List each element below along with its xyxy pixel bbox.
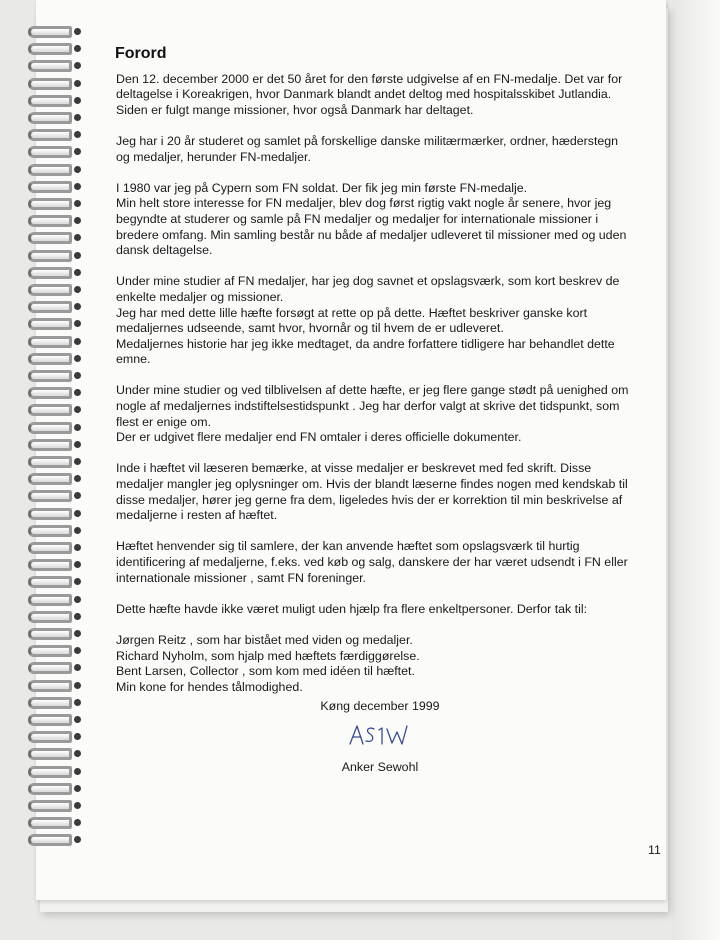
punch-hole bbox=[74, 527, 81, 534]
punch-hole bbox=[74, 200, 81, 207]
punch-hole bbox=[74, 441, 81, 448]
paragraph bbox=[116, 181, 636, 259]
page-title: Forord bbox=[115, 45, 167, 62]
paragraph bbox=[116, 383, 636, 445]
spiral-coil bbox=[28, 387, 72, 399]
spiral-coil bbox=[28, 95, 72, 107]
handwritten-signature bbox=[348, 720, 418, 750]
paragraph-spacer bbox=[116, 368, 636, 384]
punch-hole bbox=[74, 183, 81, 190]
text-line: Bent Larsen, Collector , som kom med idéen til hæftet. bbox=[116, 664, 415, 679]
punch-hole bbox=[74, 544, 81, 551]
text-line: Dette hæfte havde ikke været muligt uden hjælp fra flere enkeltpersoner. Derfor tak til: bbox=[116, 601, 588, 616]
text-line: og medaljer, herunder FN-medaljer. bbox=[116, 149, 311, 164]
punch-hole bbox=[74, 836, 81, 843]
punch-hole bbox=[74, 389, 81, 396]
spiral-coil bbox=[28, 783, 72, 795]
punch-hole bbox=[74, 613, 81, 620]
punch-hole bbox=[74, 768, 81, 775]
punch-hole bbox=[74, 62, 81, 69]
paragraph bbox=[116, 72, 636, 119]
punch-hole bbox=[74, 750, 81, 757]
punch-hole bbox=[74, 114, 81, 121]
punch-hole bbox=[74, 303, 81, 310]
spiral-coil bbox=[28, 232, 72, 244]
paragraph bbox=[116, 461, 636, 523]
punch-hole bbox=[74, 372, 81, 379]
background-surface bbox=[672, 0, 720, 940]
spiral-coil bbox=[28, 559, 72, 571]
spiral-coil bbox=[28, 284, 72, 296]
punch-hole bbox=[74, 269, 81, 276]
spiral-coil bbox=[28, 78, 72, 90]
spiral-coil bbox=[28, 542, 72, 554]
spiral-coil bbox=[28, 26, 72, 38]
punch-hole bbox=[74, 406, 81, 413]
spiral-coil bbox=[28, 611, 72, 623]
spiral-coil bbox=[28, 576, 72, 588]
punch-hole bbox=[74, 234, 81, 241]
spiral-coil bbox=[28, 766, 72, 778]
spiral-binding bbox=[0, 0, 80, 940]
text-line: disse medaljer, hører jeg gerne fra dem, ligeledes hvis der er korrektion til min beskrivelse af bbox=[116, 492, 623, 507]
spiral-coil bbox=[28, 43, 72, 55]
punch-hole bbox=[74, 716, 81, 723]
spiral-coil bbox=[28, 473, 72, 485]
paragraph-spacer bbox=[116, 617, 636, 633]
paragraph bbox=[116, 539, 636, 586]
spiral-coil bbox=[28, 129, 72, 141]
text-line: enkelte medaljer og missioner. bbox=[116, 289, 284, 304]
punch-hole bbox=[74, 166, 81, 173]
punch-hole bbox=[74, 561, 81, 568]
paragraph-spacer bbox=[116, 259, 636, 275]
punch-hole bbox=[74, 664, 81, 671]
text-line: flest er enige om. bbox=[116, 414, 212, 429]
punch-hole bbox=[74, 131, 81, 138]
spiral-coil bbox=[28, 215, 72, 227]
text-line: medaljernes udseende, samt hvor, hvornår og til hvem de er udleveret. bbox=[116, 321, 504, 336]
punch-hole bbox=[74, 630, 81, 637]
punch-hole bbox=[74, 252, 81, 259]
spiral-coil bbox=[28, 198, 72, 210]
spiral-coil bbox=[28, 714, 72, 726]
spiral-coil bbox=[28, 628, 72, 640]
paragraph bbox=[116, 633, 636, 695]
punch-hole bbox=[74, 802, 81, 809]
punch-hole bbox=[74, 475, 81, 482]
paragraph bbox=[116, 602, 636, 618]
spiral-coil bbox=[28, 181, 72, 193]
punch-hole bbox=[74, 699, 81, 706]
punch-hole bbox=[74, 217, 81, 224]
text-line: deltagelse i Koreakrigen, hvor Danmark blandt andet deltog med hospitalsskibet Jutlandia. bbox=[116, 87, 612, 102]
paragraph-spacer bbox=[116, 165, 636, 181]
text-line: Der er udgivet flere medaljer end FN omtaler i deres officielle dokumenter. bbox=[116, 430, 522, 445]
paragraph bbox=[116, 134, 636, 165]
punch-hole bbox=[74, 596, 81, 603]
text-line: Jeg har med dette lille hæfte forsøgt at rette op på dette. Hæftet beskriver ganske kort bbox=[116, 305, 588, 320]
spiral-coil bbox=[28, 697, 72, 709]
spiral-coil bbox=[28, 645, 72, 657]
punch-hole bbox=[74, 578, 81, 585]
text-line: Richard Nyholm, som hjalp med hæftets færdiggørelse. bbox=[116, 648, 420, 663]
spiral-coil bbox=[28, 800, 72, 812]
spiral-coil bbox=[28, 353, 72, 365]
spiral-coil bbox=[28, 731, 72, 743]
text-line: internationale missioner , samt FN foreninger. bbox=[116, 570, 366, 585]
author-name: Anker Sewohl bbox=[341, 760, 419, 774]
text-line: nogle af medaljernes indstiftelsestidspunkt . Jeg har derfor valgt at skrive det tidspunkt, som bbox=[116, 399, 620, 414]
spiral-coil bbox=[28, 748, 72, 760]
paragraph-spacer bbox=[116, 586, 636, 602]
spiral-coil bbox=[28, 164, 72, 176]
page-number: 11 bbox=[648, 843, 661, 857]
spiral-coil bbox=[28, 112, 72, 124]
punch-hole bbox=[74, 148, 81, 155]
spiral-coil bbox=[28, 525, 72, 537]
paragraph bbox=[116, 274, 636, 368]
spiral-coil bbox=[28, 680, 72, 692]
paragraph-spacer bbox=[116, 446, 636, 462]
text-line: dansk deltagelse. bbox=[116, 243, 213, 258]
spiral-coil bbox=[28, 662, 72, 674]
spiral-coil bbox=[28, 250, 72, 262]
punch-hole bbox=[74, 682, 81, 689]
spiral-coil bbox=[28, 301, 72, 313]
spiral-coil bbox=[28, 404, 72, 416]
spiral-coil bbox=[28, 336, 72, 348]
punch-hole bbox=[74, 338, 81, 345]
text-line: emne. bbox=[116, 352, 151, 367]
punch-hole bbox=[74, 97, 81, 104]
text-line: begyndte at studerer og samle på FN medaljer og medaljer for internationale missioner i bbox=[116, 211, 599, 226]
punch-hole bbox=[74, 733, 81, 740]
text-line: bredere omfang. Min samling består nu både af medaljer udleveret til missioner med og uden bbox=[116, 227, 627, 242]
text-line: I 1980 var jeg på Cypern som FN soldat. Der fik jeg min første FN-medalje. bbox=[116, 180, 528, 195]
punch-hole bbox=[74, 647, 81, 654]
spiral-coil bbox=[28, 508, 72, 520]
punch-hole bbox=[74, 424, 81, 431]
spiral-coil bbox=[28, 834, 72, 846]
paragraph-spacer bbox=[116, 524, 636, 540]
text-line: Hæftet henvender sig til samlere, der kan anvende hæftet som opslagsværk til hurtig bbox=[116, 539, 580, 554]
paragraph-spacer bbox=[116, 56, 636, 72]
spiral-coil bbox=[28, 817, 72, 829]
spiral-coil bbox=[28, 490, 72, 502]
text-line: Medaljernes historie har jeg ikke medtaget, da andre forfattere tidligere har behandlet dette bbox=[116, 336, 615, 351]
text-line: Under mine studier og ved tilblivelsen af dette hæfte, er jeg flere gange stødt på uenighed om bbox=[116, 383, 629, 398]
punch-hole bbox=[74, 819, 81, 826]
spiral-coil bbox=[28, 456, 72, 468]
spiral-coil bbox=[28, 370, 72, 382]
text-line: medaljerne i resten af hæftet. bbox=[116, 508, 278, 523]
punch-hole bbox=[74, 80, 81, 87]
spiral-coil bbox=[28, 146, 72, 158]
punch-hole bbox=[74, 458, 81, 465]
text-line: Jørgen Reitz , som har bistået med viden og medaljer. bbox=[116, 632, 413, 647]
spiral-coil bbox=[28, 318, 72, 330]
text-line: Min kone for hendes tålmodighed. bbox=[116, 679, 303, 694]
spiral-coil bbox=[28, 60, 72, 72]
text-line: medaljer mangler jeg oplysninger om. Hvis der blandt læserne findes nogen med kendskab til bbox=[116, 477, 628, 492]
text-line: Den 12. december 2000 er det 50 året for den første udgivelse af en FN-medalje. Det var for bbox=[116, 71, 623, 86]
text-line: Siden er fulgt mange missioner, hvor også Danmark har deltaget. bbox=[116, 102, 474, 117]
text-line: identificering af medaljerne, f.eks. ved køb og salg, danskere der har været udsendt i FN eller bbox=[116, 555, 628, 569]
foreword-body bbox=[116, 56, 636, 695]
punch-hole bbox=[74, 320, 81, 327]
paragraph-spacer bbox=[116, 118, 636, 134]
punch-hole bbox=[74, 492, 81, 499]
punch-hole bbox=[74, 45, 81, 52]
spiral-coil bbox=[28, 594, 72, 606]
text-line: Under mine studier af FN medaljer, har jeg dog savnet et opslagsværk, som kort beskrev de bbox=[116, 274, 620, 289]
punch-hole bbox=[74, 28, 81, 35]
punch-hole bbox=[74, 286, 81, 293]
punch-hole bbox=[74, 785, 81, 792]
spiral-coil bbox=[28, 267, 72, 279]
spiral-coil bbox=[28, 439, 72, 451]
place-and-date: Køng december 1999 bbox=[320, 699, 440, 713]
punch-hole bbox=[74, 355, 81, 362]
text-line: Inde i hæftet vil læseren bemærke, at visse medaljer er beskrevet med fed skrift. Disse bbox=[116, 461, 592, 476]
text-line: Jeg har i 20 år studeret og samlet på forskellige danske militærmærker, ordner, hæderstegn bbox=[116, 133, 619, 148]
spiral-coil bbox=[28, 422, 72, 434]
text-line: Min helt store interesse for FN medaljer, blev dog først rigtig vakt nogle år senere, hvor jeg bbox=[116, 196, 612, 211]
punch-hole bbox=[74, 510, 81, 517]
